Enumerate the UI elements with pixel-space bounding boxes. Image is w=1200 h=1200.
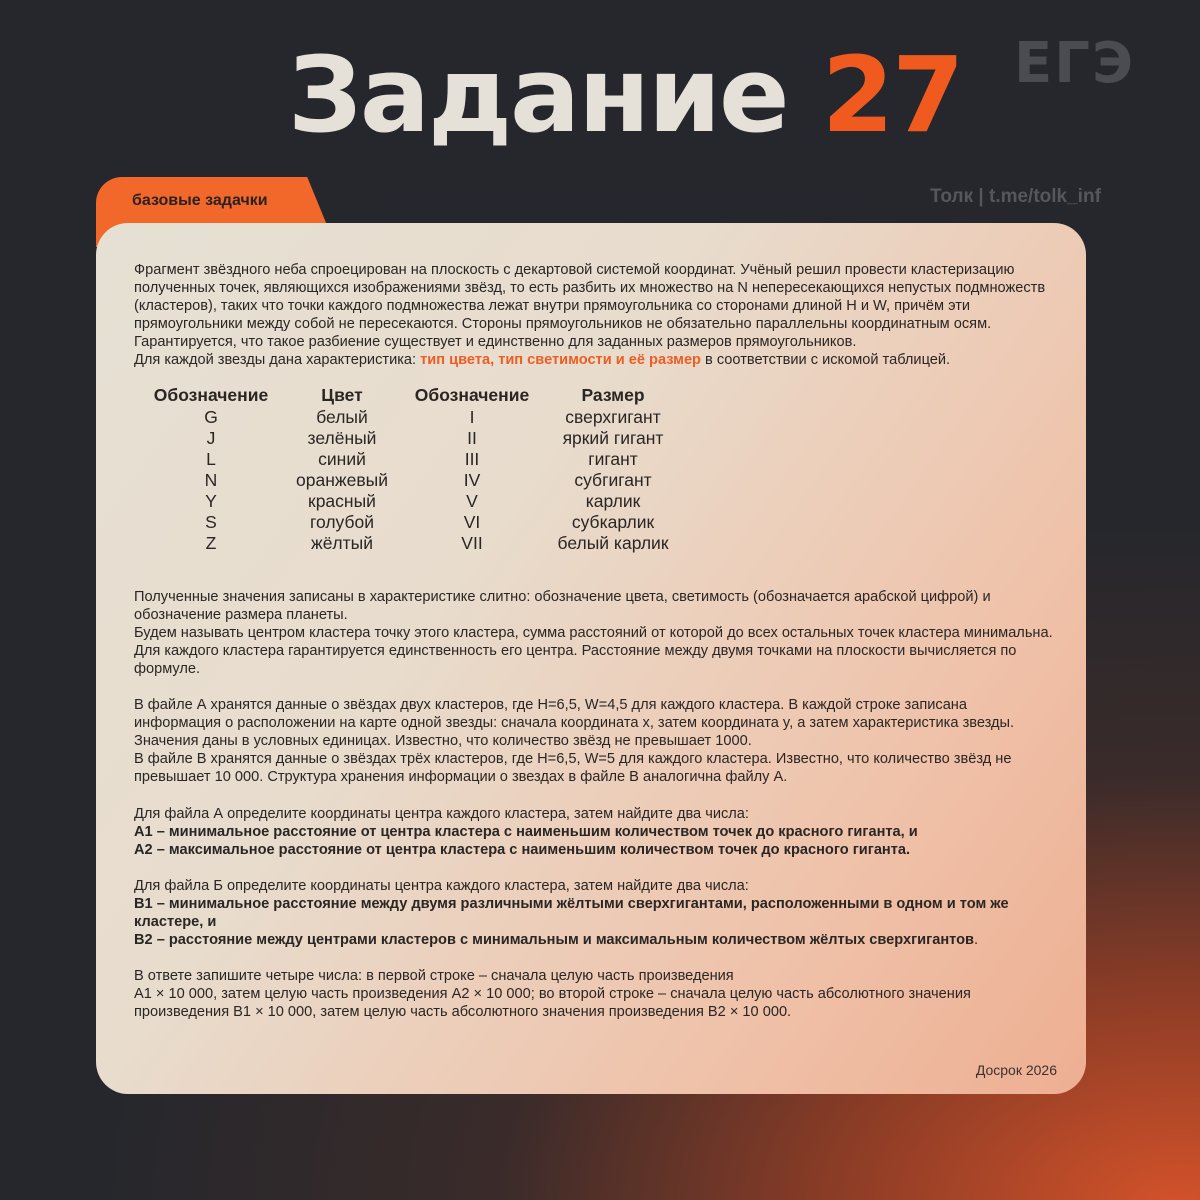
title-number: 27 [821,34,963,156]
legend-header: Обозначение [153,385,269,406]
answer-paragraph-2: A1 × 10 000, затем целую часть произведения A2 × 10 000; во второй строке – сначала целую часть абсолютного значения произведения B1 × 10 000, затем целую часть абсолютного значения произведения B2 × 10 000. [134,986,971,1021]
legend-header: Цвет [321,385,363,406]
task-a1: A1 – минимальное расстояние от центра кластера с наименьшим количеством точек до красного гиганта, и [134,823,918,840]
task-b2: B2 – расстояние между центрами кластеров с минимальным и максимальным количеством жёлтых сверхгигантов [134,932,975,949]
brand-logo: ЕГЭ [1014,31,1136,96]
answer-paragraph: В ответе запишите четыре числа: в первой строке – сначала целую часть произведения [134,968,734,985]
legend-row: N оранжевый IV субгигант [204,470,652,491]
title-word: Задание [288,34,788,156]
legend-header-row [150,384,694,407]
legend-row: S голубой VI субкарлик [205,512,655,533]
highlight-text: тип цвета, тип светимости и её размер [420,352,701,369]
legend-row: L синий III гигант [206,449,638,470]
page-title [288,34,963,156]
file-a-paragraph: В файле А хранятся данные о звёздах двух кластеров, где H=6,5, W=4,5 для каждого кластера. В каждой строке записана информация о расположении на карте одной звезды: сначала координата x, затем координата y, а затем характеристика звезды. Значения даны в условных единицах. Известно, что количество звёзд не превышает 1000. [134,697,1015,750]
format-paragraph: Полученные значения записаны в характеристике слитно: обозначение цвета, светимость (обозначается арабской цифрой) и обозначение размера планеты. [134,588,991,623]
category-tab-label: базовые задачки [132,192,268,209]
task-a-paragraph: Для файла А определите координаты центра каждого кластера, затем найдите два числа: [134,805,749,822]
task-card [96,223,1086,1094]
center-definition-paragraph: Будем называть центром кластера точку этого кластера, сумма расстояний от которой до всех остальных точек кластера минимальна. Для каждого кластера гарантируется единственность его центра. Расстояние между двумя точками на плоскости вычисляется по формуле. [134,624,1053,677]
source-label: Досрок 2026 [975,1061,1057,1078]
legend-row: J зелёный II яркий гигант [206,428,664,449]
file-b-paragraph: В файле B хранятся данные о звёздах трёх кластеров, где H=6,5, W=5 для каждого кластера. Известно, что количество звёзд не превышает 10 000. Структура хранения информации о звездах в файле B аналогична файлу А. [134,751,1012,786]
legend-row: Y красный V карлик [205,491,641,512]
task-a2: A2 – максимальное расстояние от центра кластера с наименьшим количеством точек до красного гиганта. [134,841,911,858]
task-b-paragraph: Для файла Б определите координаты центра каждого кластера, затем найдите два числа: [134,877,749,894]
legend-header: Размер [581,385,645,406]
guarantee-paragraph: Гарантируется, что такое разбиение существует и единственно для заданных размеров прямоугольников. [134,334,857,351]
task-b1: B1 – минимальное расстояние между двумя различными жёлтыми сверхгигантами, расположенными в одном и том же кластере, и [134,895,1009,930]
legend-row: Z жёлтый VII белый карлик [205,533,669,554]
channel-link[interactable]: Толк | t.me/tolk_inf [930,186,1101,207]
intro-paragraph: Фрагмент звёздного неба спроецирован на плоскость с декартовой системой координат. Учёный решил провести кластеризацию полученных точек, являющихся изображениями звёзд, то есть разбить их множество на N непересекающихся непустых подмножеств (кластеров), таких что точки каждого подмножества лежат внутри прямоугольника со сторонами длиной H и W, причём эти прямоугольники между собой не пересекаются. Стороны прямоугольников не обязательно параллельны координатным осям. [134,262,1046,333]
task-b2-line: B2 – расстояние между центрами кластеров с минимальным и максимальным количеством жёлтых сверхгигантов. [134,932,979,949]
legend-table [150,384,694,554]
legend-header: Обозначение [414,385,530,406]
legend-row: G белый I сверхгигант [204,407,661,428]
characteristic-paragraph: Для каждой звезды дана характеристика: тип цвета, тип светимости и её размер в соответствии с искомой таблицей. [134,352,951,369]
